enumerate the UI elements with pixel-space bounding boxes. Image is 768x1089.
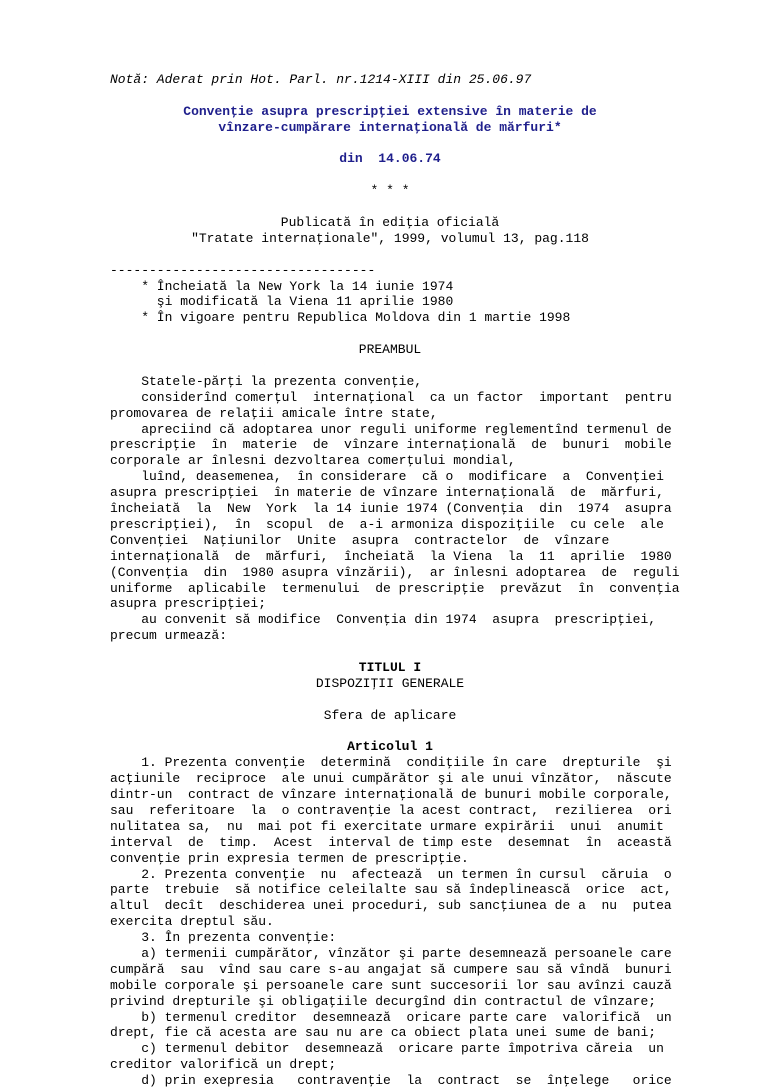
article-1-heading: Articolul 1	[347, 739, 433, 755]
article-line: 3. În prezenta convenţie:	[110, 930, 337, 946]
separator-line: ----------------------------------	[110, 262, 376, 278]
preamble-line: Statele-părţi la prezenta convenţie,	[110, 373, 423, 389]
preamble-line: uniforme aplicabile termenului de prescripţie prevăzut în convenţia	[110, 580, 680, 596]
article-line: convenţie prin expresia termen de prescripţie.	[110, 850, 469, 866]
footnote-line: şi modificată la Viena 11 aprilie 1980	[110, 294, 454, 310]
article-line: 2. Prezenta convenţie nu afectează un termen în cursul căruia o	[110, 866, 672, 882]
publication-line-1: Publicată în ediţia oficială	[280, 215, 500, 231]
document-page	[110, 72, 680, 1089]
preamble-line: asupra prescripţiei;	[110, 596, 267, 612]
article-line: c) termenul debitor desemnează oricare parte împotriva căreia un	[110, 1041, 664, 1057]
article-line: d) prin exepresia contravenţie la contract se înţelege orice	[110, 1073, 672, 1089]
preamble-line: corporale ar înlesni dezvoltarea comerţului mondial,	[110, 453, 516, 469]
article-line: 1. Prezenta convenţie determină condiţiile în care drepturile şi	[110, 755, 672, 771]
stars-divider: * * *	[370, 183, 410, 199]
article-line: interval de timp. Acest interval de timp este desemnat în această	[110, 834, 672, 850]
article-line: nulitatea sa, nu mai pot fi exercitate urmare expirării unui anumit	[110, 818, 664, 834]
general-provisions-heading: DISPOZIŢII GENERALE	[315, 675, 465, 691]
publication-line-2: "Tratate internaţionale", 1999, volumul 13, pag.118	[191, 230, 589, 246]
convention-date: din 14.06.74	[339, 151, 441, 167]
preamble-line: precum urmează:	[110, 628, 228, 644]
article-line: privind drepturile şi obligaţiile decurgînd din contractul de vînzare;	[110, 993, 657, 1009]
article-1-text	[110, 755, 670, 1089]
article-line: exercita dreptul său.	[110, 914, 274, 930]
title-i-heading: TITLUL I	[358, 659, 422, 675]
article-line: sau referitoare la o contravenţie la acest contract, rezilierea ori	[110, 802, 672, 818]
convention-title-line-2: vînzare-cumpărare internaţională de mărfuri*	[218, 119, 562, 135]
footnote-line: * În vigoare pentru Republica Moldova din 1 martie 1998	[110, 310, 571, 326]
footnote-line: * Încheiată la New York la 14 iunie 1974	[110, 278, 454, 294]
adoption-note: Notă: Aderat prin Hot. Parl. nr.1214-XIII din 25.06.97	[110, 72, 532, 87]
article-line: cumpără sau vînd sau care s-au angajat să cumpere sau să vîndă bunuri	[110, 961, 672, 977]
article-line: drept, fie că acesta are sau nu are ca obiect plata unei sume de bani;	[110, 1025, 657, 1041]
article-line: a) termenii cumpărător, vînzător şi parte desemnează persoanele care	[110, 945, 672, 961]
article-line: mobile corporale şi persoanele care sunt succesorii lor sau avînzi cauză	[110, 977, 672, 993]
preamble-line: asupra prescripţiei în materie de vînzare internaţională de mărfuri,	[110, 485, 664, 501]
preamble-line: prescripţiei), în scopul de a-i armoniza dispoziţiile cu cele ale	[110, 516, 664, 532]
article-line: b) termenul creditor desemnează oricare parte care valorifică un	[110, 1009, 672, 1025]
article-line: parte trebuie să notifice celeilalte sau să îndeplinească orice act,	[110, 882, 672, 898]
preamble-heading: PREAMBUL	[358, 342, 422, 358]
article-line: acţiunile reciproce ale unui cumpărător şi ale unui vînzător, născute	[110, 771, 672, 787]
preamble-line: (Convenţia din 1980 asupra vînzării), ar înlesni adoptarea de reguli	[110, 564, 680, 580]
scope-heading: Sfera de aplicare	[323, 707, 457, 723]
article-line: dintr-un contract de vînzare internaţională de bunuri mobile corporale,	[110, 787, 672, 803]
preamble-line: apreciind că adoptarea unor reguli uniforme reglementînd termenul de	[110, 421, 672, 437]
preamble-line: au convenit să modifice Convenţia din 1974 asupra prescripţiei,	[110, 612, 657, 628]
preamble-line: încheiată la New York la 14 iunie 1974 (Convenţia din 1974 asupra	[110, 501, 672, 517]
article-line: altul decît deschiderea unei proceduri, sub sancţiunea de a nu putea	[110, 898, 672, 914]
convention-title-line-1: Convenţie asupra prescripţiei extensive în materie de	[183, 103, 597, 119]
preamble-line: prescripţie în materie de vînzare internaţională de bunuri mobile	[110, 437, 672, 453]
preamble-line: considerînd comerţul internaţional ca un factor important pentru	[110, 389, 672, 405]
preamble-line: luînd, deasemenea, în considerare că o modificare a Convenţiei	[110, 469, 664, 485]
article-line: creditor valorifică un drept;	[110, 1057, 337, 1073]
preamble-line: internaţională de mărfuri, încheiată la Viena la 11 aprilie 1980	[110, 548, 672, 564]
preamble-line: promovarea de relaţii amicale între state,	[110, 405, 438, 421]
preamble-line: Convenţiei Naţiunilor Unite asupra contractelor de vînzare	[110, 532, 610, 548]
preamble-text	[110, 373, 680, 644]
